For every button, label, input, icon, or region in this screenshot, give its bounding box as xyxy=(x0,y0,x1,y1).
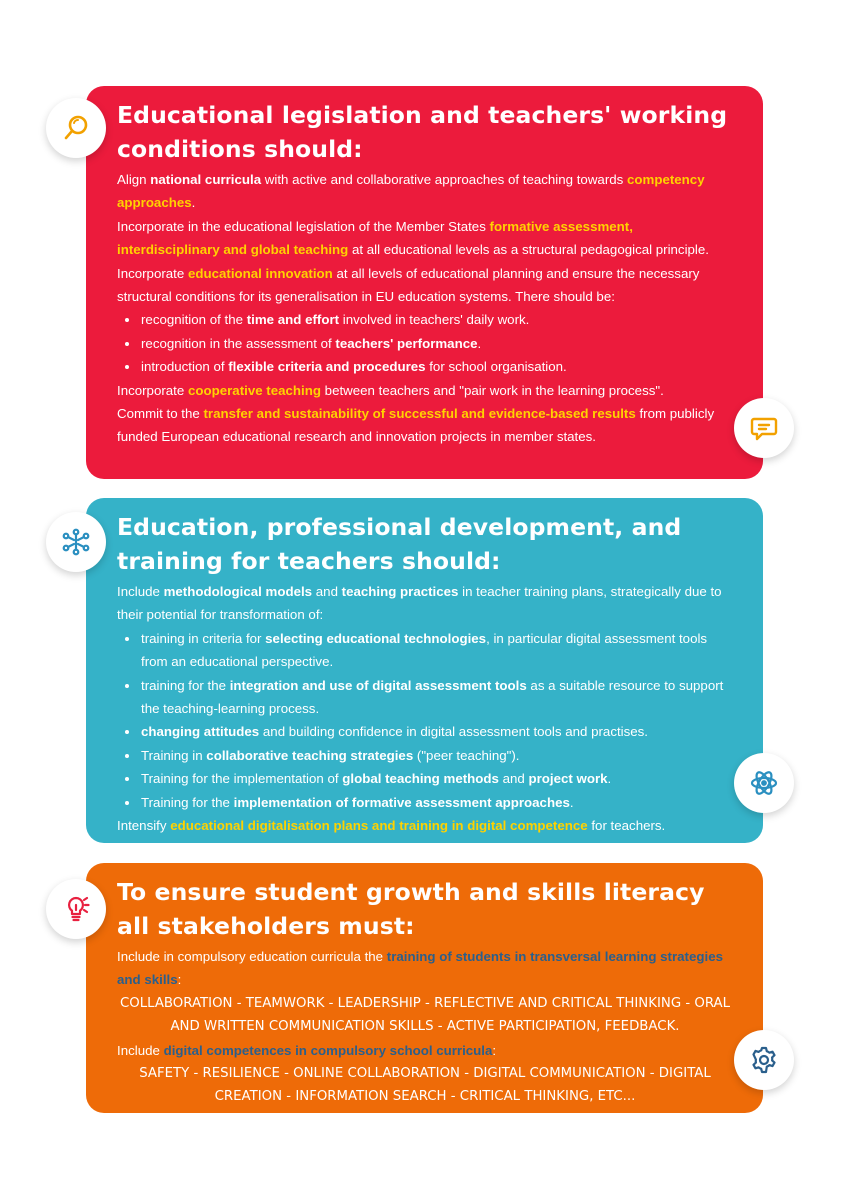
gear-icon xyxy=(734,1030,794,1090)
section2-p2: Intensify educational digitalisation plans and training in digital competence for teachers. xyxy=(117,818,666,834)
section3-title: To ensure student growth and skills literacy all stakeholders must: xyxy=(117,878,705,940)
digital-competences-list: SAFETY - RESILIENCE - ONLINE COLLABORATION - DIGITAL COMMUNICATION - DIGITAL CREATION - INFORMATION SEARCH - CRITICAL THINKING, ETC... xyxy=(139,1066,711,1105)
list-item: • recognition of the time and effort involved in teachers' daily work. xyxy=(140,308,733,331)
list-item: • recognition in the assessment of teachers' performance. xyxy=(140,332,733,355)
section2-bullets xyxy=(117,627,733,814)
magnifier-icon xyxy=(46,98,106,158)
section3-p1: Include in compulsory education curricula the training of students in transversal learning strategies and skills: xyxy=(117,949,723,988)
list-item: • changing attitudes and building confidence in digital assessment tools and practises. xyxy=(140,720,733,743)
list-item: • training in criteria for selecting educational technologies, in particular digital assessment tools from an educational perspective. xyxy=(140,627,733,674)
section1-p5: Commit to the transfer and sustainability of successful and evidence-based results from publicly funded European educational research and innovation projects in member states. xyxy=(117,406,715,445)
atom-icon xyxy=(734,753,794,813)
lightbulb-icon xyxy=(46,879,106,939)
section1-p4: Incorporate cooperative teaching between teachers and "pair work in the learning process". xyxy=(117,382,664,398)
list-item: • training for the integration and use of digital assessment tools as a suitable resource to support the teaching-learning process. xyxy=(140,674,733,721)
section1-p3: Incorporate educational innovation at all levels of educational planning and ensure the necessary structural conditions for its generalisation in EU education systems. There should be: xyxy=(117,265,700,305)
list-item: • Training for the implementation of global teaching methods and project work. xyxy=(140,767,733,790)
list-item: • Training for the implementation of formative assessment approaches. xyxy=(140,791,733,814)
section2-p1: Include methodological models and teaching practices in teacher training plans, strategically due to their potential for transformation of: xyxy=(117,584,722,623)
legislation-card xyxy=(86,86,763,479)
list-item: • introduction of flexible criteria and procedures for school organisation. xyxy=(140,355,733,378)
student-growth-card xyxy=(86,863,763,1113)
transversal-skills-list: COLLABORATION - TEAMWORK - LEADERSHIP - REFLECTIVE AND CRITICAL THINKING - ORAL AND WRITTEN COMMUNICATION SKILLS - ACTIVE PARTICIPATION, FEEDBACK. xyxy=(119,995,731,1035)
section1-p1: Align national curricula with active and collaborative approaches of teaching towards competency approaches. xyxy=(117,172,705,211)
section2-title: Education, professional development, and training for teachers should: xyxy=(117,513,682,575)
section1-title: Educational legislation and teachers' working conditions should: xyxy=(117,101,728,163)
speech-bubble-icon xyxy=(734,398,794,458)
list-item: • Training in collaborative teaching strategies ("peer teaching"). xyxy=(140,744,733,767)
section1-bullets xyxy=(117,308,733,378)
network-icon xyxy=(46,512,106,572)
section1-p2: Incorporate in the educational legislation of the Member States formative assessment, interdisciplinary and global teaching at all educational levels as a structural pedagogical principle. xyxy=(117,218,709,258)
section3-p2: Include digital competences in compulsory school curricula: xyxy=(117,1042,497,1058)
teacher-training-card xyxy=(86,498,763,843)
